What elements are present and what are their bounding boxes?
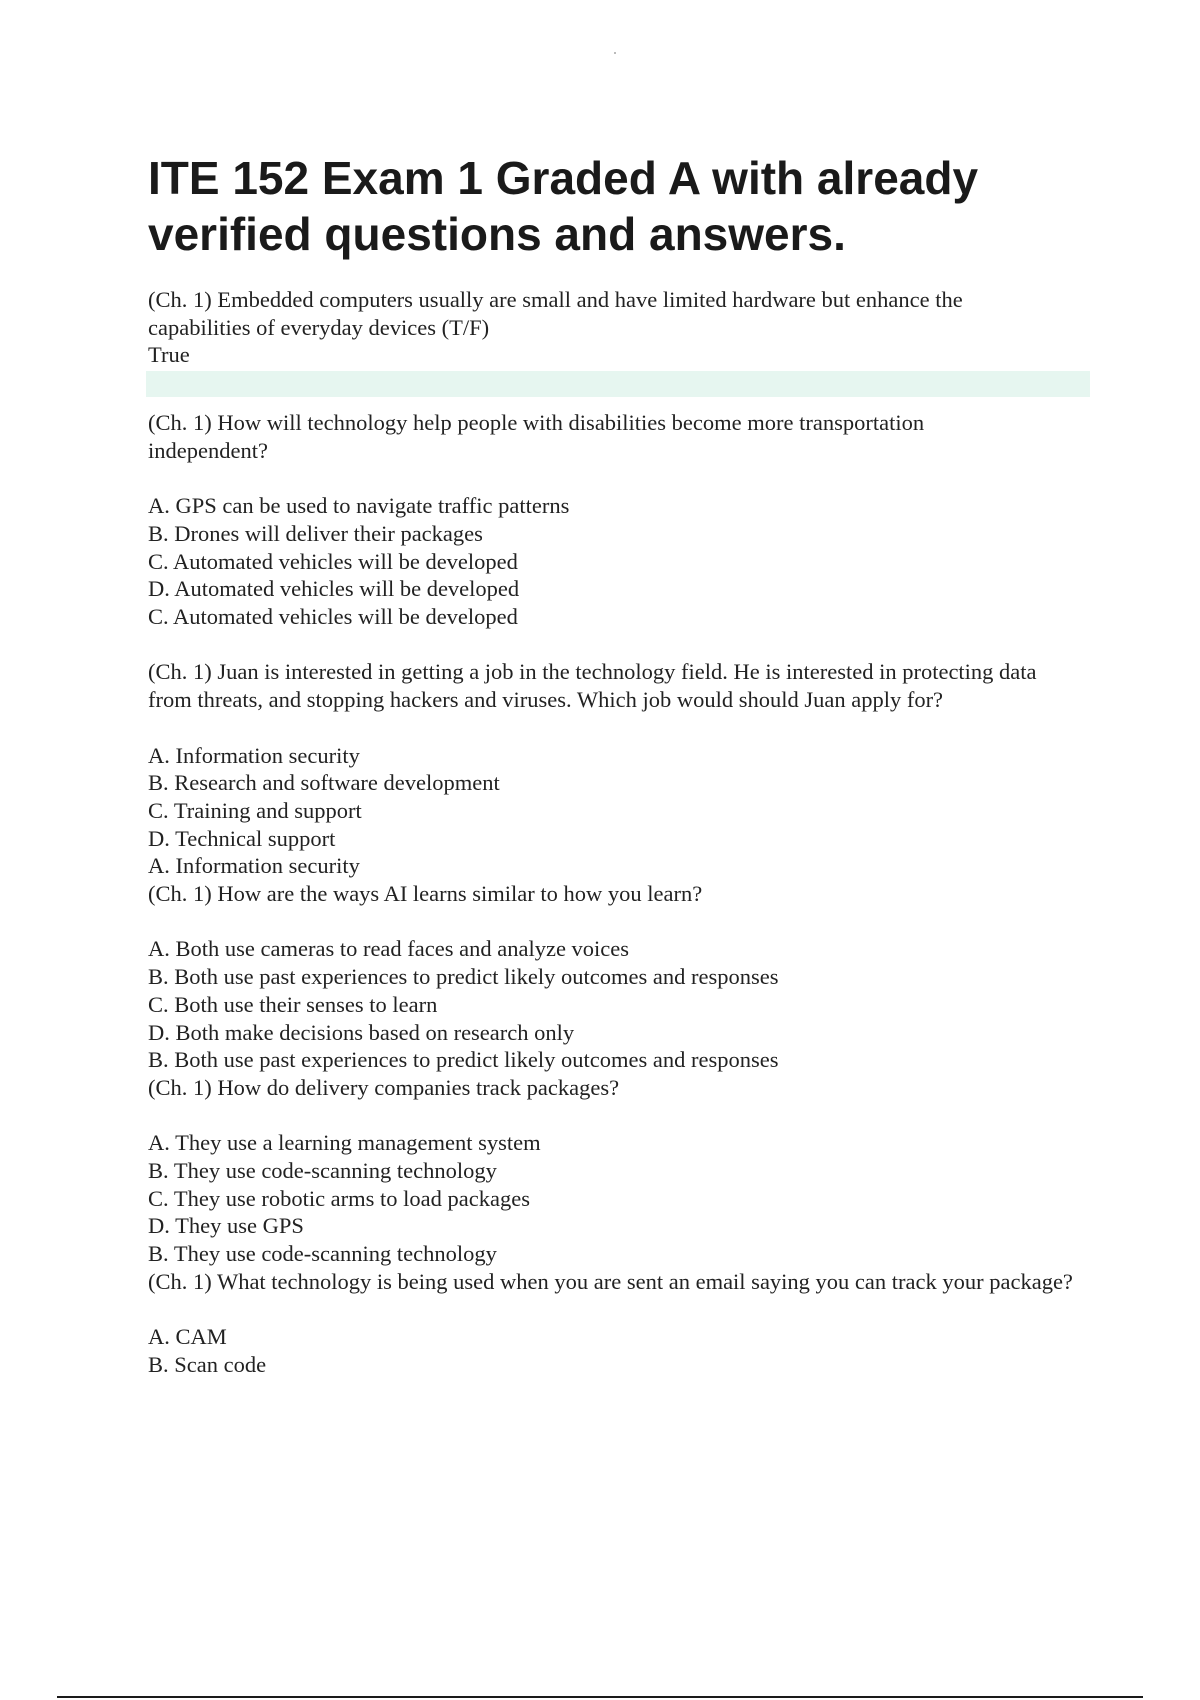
- question-text: (Ch. 1) What technology is being used when you are sent an email saying you can track your package?: [148, 1268, 1073, 1294]
- option-item: A. GPS can be used to navigate traffic patterns: [148, 493, 570, 519]
- question-text: (Ch. 1) How do delivery companies track packages?: [148, 1074, 620, 1100]
- answer-text: True: [148, 342, 190, 368]
- question-block-6: [148, 1268, 1088, 1379]
- option-item: A. CAM: [148, 1324, 227, 1350]
- option-item: B. Research and software development: [148, 770, 500, 796]
- option-item: A. Information security: [148, 742, 360, 768]
- option-item: D. Automated vehicles will be developed: [148, 576, 520, 602]
- option-item: B. Scan code: [148, 1351, 267, 1377]
- question-block-1: [148, 286, 1088, 397]
- option-item: D. They use GPS: [148, 1213, 304, 1239]
- option-item: C. Both use their senses to learn: [148, 991, 438, 1017]
- option-item: B. Both use past experiences to predict likely outcomes and responses: [148, 964, 779, 990]
- question-text: (Ch. 1) How will technology help people with disabilities become more transportation independent?: [148, 410, 925, 463]
- question-block-4: [148, 880, 1088, 1074]
- answer-highlight: [146, 371, 1090, 397]
- question-block-2: [148, 409, 1088, 631]
- footer-divider: [57, 1696, 1143, 1698]
- answer-text: C. Automated vehicles will be developed: [148, 604, 518, 630]
- option-item: A. They use a learning management system: [148, 1130, 541, 1156]
- document-body: [148, 286, 1088, 1379]
- option-item: C. They use robotic arms to load packages: [148, 1185, 530, 1211]
- answer-text: B. They use code-scanning technology: [148, 1241, 497, 1267]
- answer-text: A. Information security: [148, 853, 360, 879]
- option-item: A. Both use cameras to read faces and analyze voices: [148, 936, 630, 962]
- option-item: D. Technical support: [148, 825, 336, 851]
- answer-text: B. Both use past experiences to predict likely outcomes and responses: [148, 1047, 779, 1073]
- option-item: C. Training and support: [148, 797, 362, 823]
- question-text: (Ch. 1) How are the ways AI learns similar to how you learn?: [148, 881, 703, 907]
- question-block-5: [148, 1074, 1088, 1268]
- option-item: C. Automated vehicles will be developed: [148, 548, 518, 574]
- document-title: ITE 152 Exam 1 Graded A with already verified questions and answers.: [148, 152, 979, 260]
- question-text: (Ch. 1) Juan is interested in getting a job in the technology field. He is interested in protecting data from threats, and stopping hackers and viruses. Which job would should Juan apply for?: [148, 659, 1037, 713]
- question-block-3: [148, 658, 1088, 880]
- question-text: (Ch. 1) Embedded computers usually are small and have limited hardware but enhance the capabilities of everyday devices (T/F): [148, 287, 963, 340]
- option-item: D. Both make decisions based on research only: [148, 1019, 575, 1045]
- option-item: B. Drones will deliver their packages: [148, 520, 483, 546]
- option-item: B. They use code-scanning technology: [148, 1158, 497, 1184]
- page-artifact: [614, 52, 616, 54]
